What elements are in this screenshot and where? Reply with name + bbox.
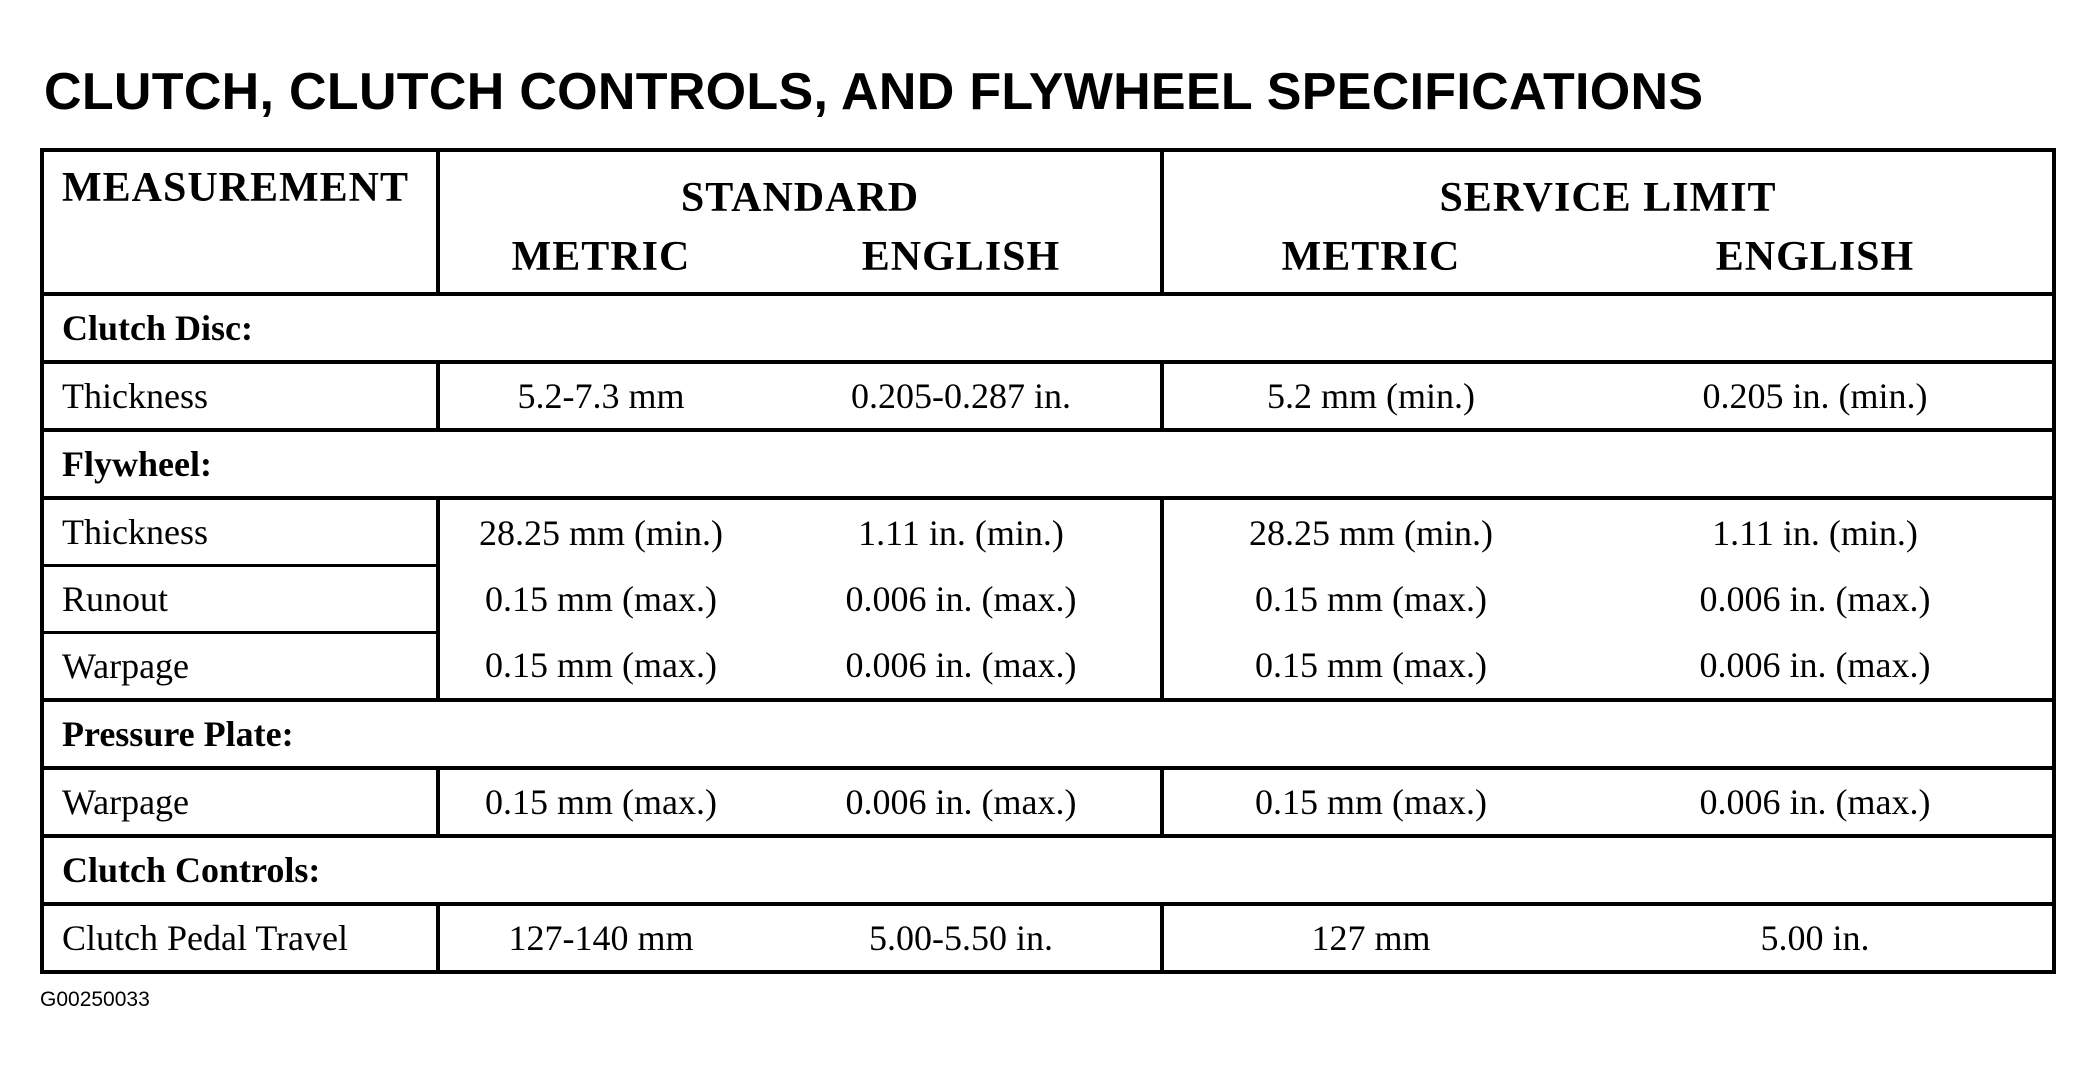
header-standard-english: ENGLISH: [762, 222, 1162, 294]
table-row: [42, 362, 2054, 430]
standard-metric-value: 0.15 mm (max.): [485, 579, 717, 619]
section-row: [42, 700, 2054, 768]
table-row: [42, 904, 2054, 972]
service-metric-value: 127 mm: [1311, 918, 1431, 958]
table-row: [42, 566, 2054, 633]
header-service-english: ENGLISH: [1578, 222, 2054, 294]
service-english-value: 1.11 in. (min.): [1712, 512, 1918, 553]
row-label: Clutch Pedal Travel: [42, 904, 438, 972]
service-metric-value: 5.2 mm (min.): [1267, 376, 1475, 416]
row-label: Warpage: [42, 768, 438, 836]
table-row: [42, 768, 2054, 836]
standard-metric-value: 5.2-7.3 mm: [517, 376, 685, 416]
row-label: Thickness: [42, 362, 438, 430]
service-english-value: 0.006 in. (max.): [1699, 782, 1931, 822]
row-label: Warpage: [42, 633, 438, 701]
section-heading: Flywheel:: [42, 430, 2054, 498]
service-english-value: 0.205 in. (min.): [1702, 376, 1928, 416]
service-metric-value: 0.15 mm (max.): [1255, 782, 1487, 822]
page-title: CLUTCH, CLUTCH CONTROLS, AND FLYWHEEL SPECIFICATIONS: [44, 63, 1704, 121]
header-service-metric: METRIC: [1162, 222, 1578, 294]
standard-english-value: 0.006 in. (max.): [762, 566, 1162, 633]
standard-english-value: 0.006 in. (max.): [762, 768, 1162, 836]
header-standard-metric: METRIC: [438, 222, 762, 294]
section-heading: Clutch Controls:: [42, 836, 2054, 904]
header-measurement: MEASUREMENT: [42, 150, 438, 294]
standard-english-value: 0.006 in. (max.): [762, 633, 1162, 701]
standard-metric-value: 0.15 mm (max.): [485, 782, 717, 822]
section-row: [42, 294, 2054, 362]
row-label: Runout: [42, 566, 438, 633]
standard-english-value: 5.00-5.50 in.: [762, 904, 1162, 972]
section-row: [42, 836, 2054, 904]
standard-english-value: 1.11 in. (min.): [762, 498, 1162, 566]
service-metric-value: 28.25 mm (min.): [1249, 512, 1493, 553]
header-service-limit: SERVICE LIMIT: [1439, 175, 1777, 221]
section-heading: Clutch Disc:: [42, 294, 2054, 362]
service-english-value: 0.006 in. (max.): [1699, 579, 1931, 619]
header-row-groups: [42, 150, 2054, 222]
service-metric-value: 0.15 mm (max.): [1255, 645, 1487, 686]
row-label: Thickness: [42, 498, 438, 566]
standard-metric-value: 127-140 mm: [508, 918, 694, 958]
table-row: [42, 498, 2054, 566]
header-standard: STANDARD: [438, 150, 1162, 222]
section-row: [42, 430, 2054, 498]
specifications-table: [40, 148, 2056, 974]
service-english-value: 5.00 in.: [1760, 918, 1870, 958]
standard-metric-value: 0.15 mm (max.): [485, 645, 717, 686]
table-row: [42, 633, 2054, 701]
figure-id: G00250033: [40, 988, 150, 1011]
standard-english-value: 0.205-0.287 in.: [762, 362, 1162, 430]
service-english-value: 0.006 in. (max.): [1699, 645, 1931, 686]
section-heading: Pressure Plate:: [42, 700, 2054, 768]
standard-metric-value: 28.25 mm (min.): [479, 512, 723, 553]
service-metric-value: 0.15 mm (max.): [1255, 579, 1487, 619]
